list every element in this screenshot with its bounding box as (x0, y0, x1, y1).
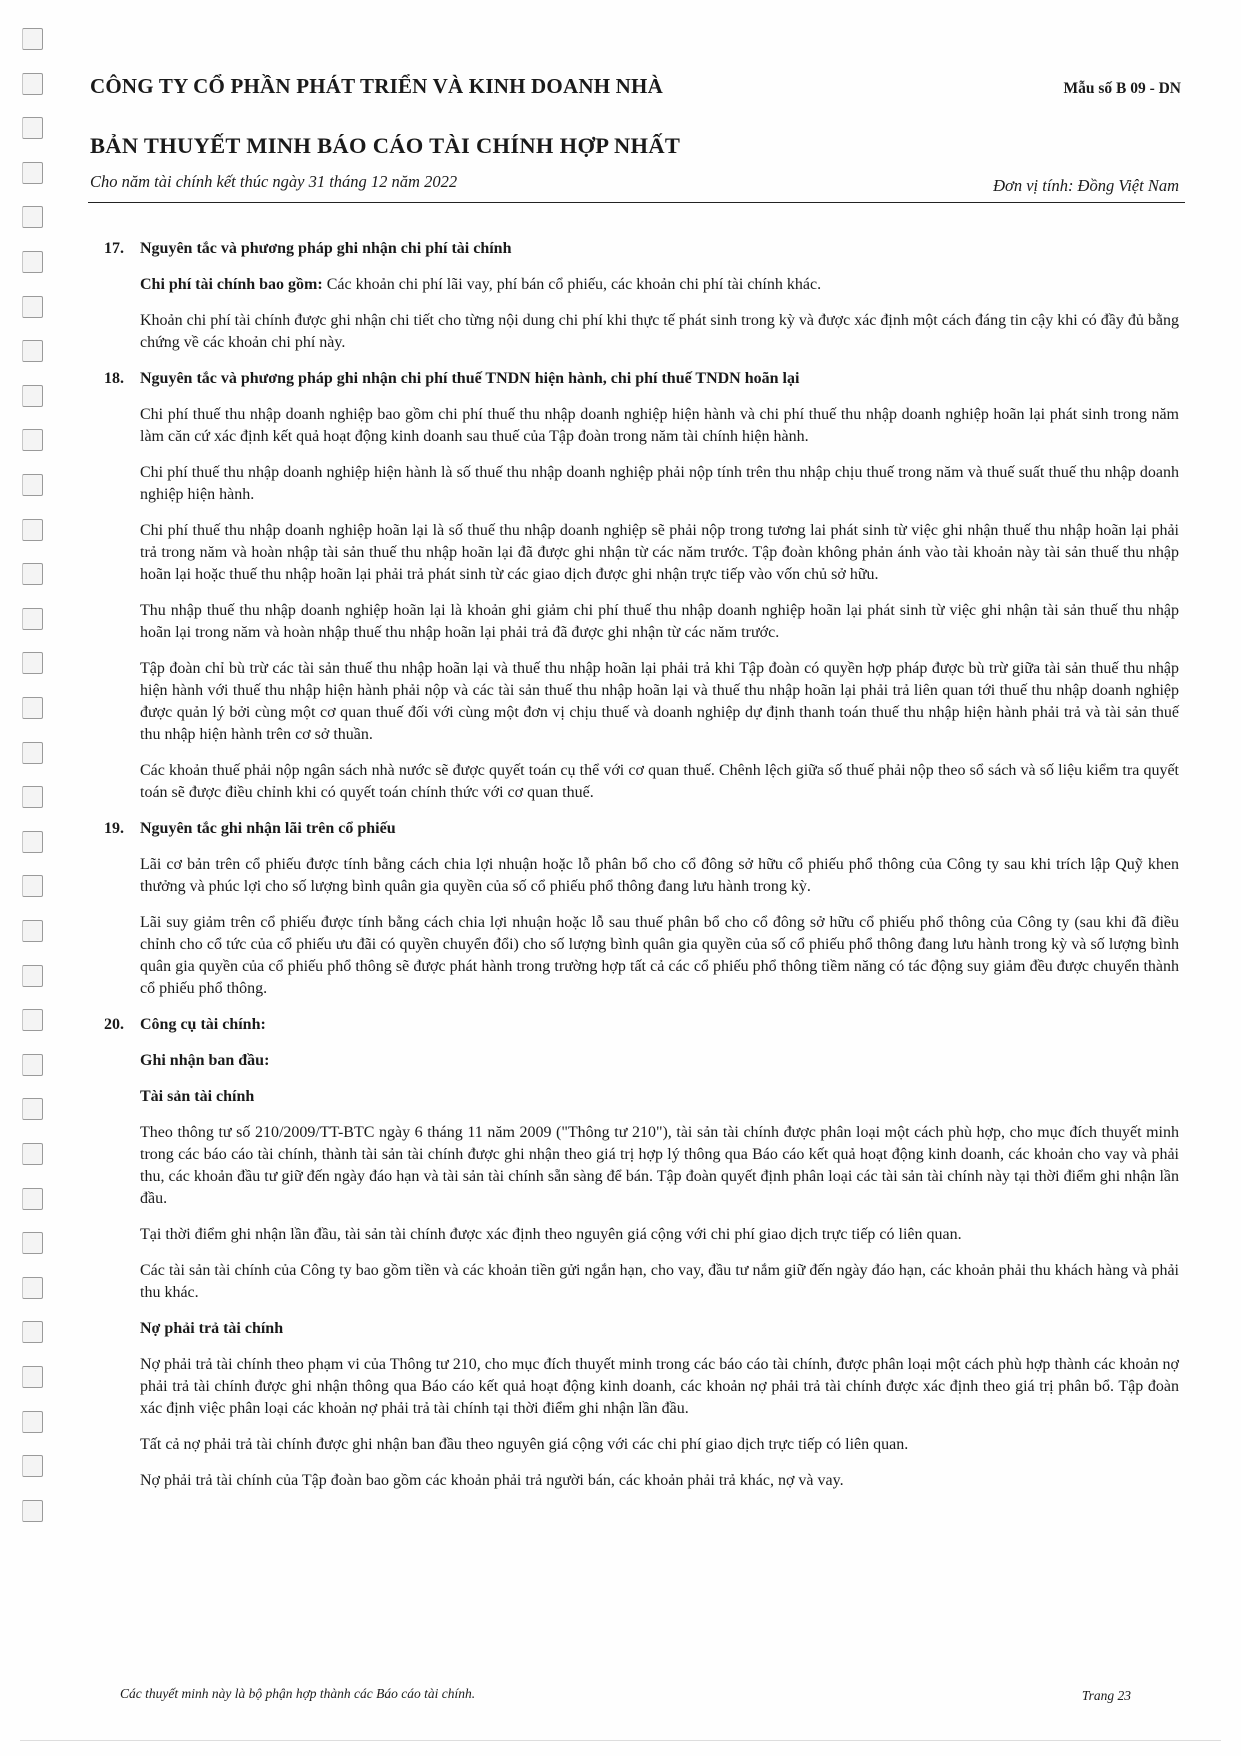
binder-hole (22, 117, 43, 139)
binder-hole (22, 296, 43, 318)
paragraph: Chi phí thuế thu nhập doanh nghiệp hiện hành là số thuế thu nhập doanh nghiệp phải nộp tính trên thu nhập chịu thuế trong năm và thuế suất thuế thu nhập doanh nghiệp hiện hành. (140, 464, 1179, 503)
binder-hole (22, 385, 43, 407)
section-title: Nguyên tắc và phương pháp ghi nhận chi phí tài chính (140, 240, 512, 257)
binder-hole (22, 1009, 43, 1031)
paragraph: Chi phí thuế thu nhập doanh nghiệp hoãn lại là số thuế thu nhập doanh nghiệp sẽ phải nộp trong tương lai phát sinh từ việc ghi nhận thuế thu nhập hoãn lại phải trả trong năm và hoàn nhập tài sản thuế thu nhập hoãn lại đã được ghi nhận từ các năm trước. Tập đoàn không phản ánh vào tài khoản này tài sản thuế thu nhập hoãn lại hoặc thuế thu nhập hoãn lại phải trả phát sinh từ các giao dịch được ghi nhận trực tiếp vào vốn chủ sở hữu. (140, 522, 1179, 583)
section-number: 20. (104, 1016, 124, 1033)
page-number: Trang 23 (1081, 1688, 1131, 1703)
paragraph: Thu nhập thuế thu nhập doanh nghiệp hoãn lại là khoản ghi giảm chi phí thuế thu nhập doanh nghiệp hoãn lại phát sinh từ việc ghi nhận tài sản thuế thu nhập hoãn lại trong năm và hoàn nhập thuế thu nhập hoãn lại phải trả đã được ghi nhận từ các năm trước. (140, 602, 1179, 641)
reporting-period: Cho năm tài chính kết thúc ngày 31 tháng 12 năm 2022 (90, 172, 458, 191)
paragraph (140, 274, 1179, 296)
binder-hole (22, 608, 43, 630)
subheading-financial-assets: Tài sản tài chính (140, 1088, 255, 1105)
binder-hole (22, 1411, 43, 1433)
currency-unit: Đơn vị tính: Đồng Việt Nam (993, 176, 1179, 195)
section-number: 19. (104, 820, 124, 837)
paragraph: Theo thông tư số 210/2009/TT-BTC ngày 6 tháng 11 năm 2009 ("Thông tư 210"), tài sản tài chính được phân loại một cách phù hợp, cho mục đích thuyết minh trong các báo cáo tài chính, thành tài sản tài chính được ghi nhận theo giá trị hợp lý thông qua Báo cáo kết quả hoạt động kinh doanh, các khoản cho vay và phải thu, các khoản đầu tư giữ đến ngày đáo hạn và tài sản tài chính sẵn sàng để bán. Tập đoàn quyết định phân loại các tài sản tài chính này tại thời điểm ghi nhận lần đầu. (140, 1124, 1179, 1207)
binder-hole (22, 875, 43, 897)
company-name: CÔNG TY CỔ PHẦN PHÁT TRIỂN VÀ KINH DOANH NHÀ (90, 74, 663, 98)
binder-hole (22, 786, 43, 808)
paragraph: Khoản chi phí tài chính được ghi nhận chi tiết cho từng nội dung chi phí khi thực tế phát sinh trong kỳ và được xác định một cách đáng tin cậy khi có đầy đủ bằng chứng về các khoản chi phí này. (140, 312, 1179, 351)
document-title: BẢN THUYẾT MINH BÁO CÁO TÀI CHÍNH HỢP NHẤT (90, 133, 681, 158)
binder-hole (22, 1188, 43, 1210)
binder-hole (22, 1143, 43, 1165)
binder-hole (22, 831, 43, 853)
paragraph: Lãi suy giảm trên cổ phiếu được tính bằng cách chia lợi nhuận hoặc lỗ sau thuế phân bổ cho cổ đông sở hữu cổ phiếu phổ thông của Công ty (sau khi đã điều chỉnh cho cổ tức của cổ phiếu ưu đãi có quyền chuyển đổi) cho số lượng bình quân gia quyền của số cổ phiếu phổ thông đang lưu hành trong kỳ và số lượng bình quân gia quyền của cổ phiếu phổ thông sẽ được phát hành trong trường hợp tất cả các cổ phiếu phổ thông tiềm năng có tác động suy giảm đều được chuyển thành cổ phiếu phổ thông. (140, 914, 1179, 997)
header-divider (88, 202, 1185, 203)
binder-hole (22, 965, 43, 987)
binder-hole (22, 1098, 43, 1120)
binder-hole (22, 697, 43, 719)
binder-hole (22, 652, 43, 674)
binder-hole (22, 563, 43, 585)
binder-hole (22, 73, 43, 95)
binder-hole (22, 429, 43, 451)
binder-hole (22, 1321, 43, 1343)
binder-hole (22, 1277, 43, 1299)
section-18-heading (104, 368, 1179, 390)
section-number: 17. (104, 240, 124, 257)
paragraph: Chi phí thuế thu nhập doanh nghiệp bao gồm chi phí thuế thu nhập doanh nghiệp hiện hành và chi phí thuế thu nhập doanh nghiệp hoãn lại phát sinh trong năm làm căn cứ xác định kết quả hoạt động kinh doanh sau thuế của Tập đoàn trong năm tài chính hiện hành. (140, 406, 1179, 445)
section-20-heading (104, 1014, 1179, 1036)
binder-hole (22, 742, 43, 764)
paragraph: Các khoản thuế phải nộp ngân sách nhà nước sẽ được quyết toán cụ thể với cơ quan thuế. Chênh lệch giữa số thuế phải nộp theo sổ sách và số liệu kiểm tra quyết toán sẽ được điều chỉnh khi có quyết toán chính thức với cơ quan thuế. (140, 762, 1179, 801)
footer-note: Các thuyết minh này là bộ phận hợp thành các Báo cáo tài chính. (120, 1686, 476, 1701)
binder-hole (22, 519, 43, 541)
binder-hole (22, 1455, 43, 1477)
section-title: Nguyên tắc và phương pháp ghi nhận chi phí thuế TNDN hiện hành, chi phí thuế TNDN hoãn lại (140, 370, 800, 387)
binder-hole (22, 28, 43, 50)
binder-hole (22, 1054, 43, 1076)
subheading-financial-liabilities: Nợ phải trả tài chính (140, 1320, 284, 1337)
binder-hole (22, 474, 43, 496)
paragraph: Tập đoàn chỉ bù trừ các tài sản thuế thu nhập hoãn lại và thuế thu nhập hoãn lại phải trả khi Tập đoàn có quyền hợp pháp được bù trừ giữa tài sản thuế thu nhập hiện hành với thuế thu nhập hiện hành phải nộp và các tài sản thuế thu nhập hoãn lại và thuế thu nhập hoãn lại phải trả liên quan tới thuế thu nhập doanh nghiệp được quản lý bởi cùng một cơ quan thuế đối với cùng một đơn vị chịu thuế và doanh nghiệp dự định thanh toán thuế thu nhập hiện hành phải trả và tài sản thuế thu nhập hiện hành trên cơ sở thuần. (140, 660, 1179, 743)
section-number: 18. (104, 370, 124, 387)
paragraph: Lãi cơ bản trên cổ phiếu được tính bằng cách chia lợi nhuận hoặc lỗ phân bổ cho cổ đông sở hữu cổ phiếu phổ thông của Công ty sau khi trích lập Quỹ khen thưởng và phúc lợi cho số lượng bình quân gia quyền của số cổ phiếu phổ thông đang lưu hành trong kỳ. (140, 856, 1179, 895)
paragraph-text: Các khoản chi phí lãi vay, phí bán cổ phiếu, các khoản chi phí tài chính khác. (322, 276, 822, 293)
binder-hole (22, 1366, 43, 1388)
binder-hole (22, 920, 43, 942)
section-title: Nguyên tắc ghi nhận lãi trên cổ phiếu (140, 820, 396, 837)
paragraph: Các tài sản tài chính của Công ty bao gồm tiền và các khoản tiền gửi ngắn hạn, cho vay, đầu tư nắm giữ đến ngày đáo hạn, các khoản phải thu khách hàng và phải thu khác. (140, 1262, 1179, 1301)
notes-body (104, 238, 1179, 1506)
form-code: Mẫu số B 09 - DN (1063, 80, 1181, 97)
binder-hole (22, 340, 43, 362)
subheading-initial-recognition: Ghi nhận ban đầu: (140, 1052, 270, 1069)
section-17-heading (104, 238, 1179, 260)
binder-hole (22, 162, 43, 184)
binder-hole (22, 1232, 43, 1254)
paragraph: Tại thời điểm ghi nhận lần đầu, tài sản tài chính được xác định theo nguyên giá cộng với chi phí giao dịch trực tiếp có liên quan. (140, 1226, 962, 1243)
binder-hole (22, 1500, 43, 1522)
paragraph-lead: Chi phí tài chính bao gồm: (140, 276, 323, 293)
binder-hole (22, 251, 43, 273)
page-bottom-edge (20, 1740, 1221, 1741)
paragraph: Nợ phải trả tài chính theo phạm vi của Thông tư 210, cho mục đích thuyết minh trong các báo cáo tài chính, được phân loại một cách phù hợp thành các khoản nợ phải trả tài chính được ghi nhận thông qua Báo cáo kết quả hoạt động kinh doanh, các khoản nợ phải trả tài chính được xác định theo giá trị phân bổ. Tập đoàn xác định việc phân loại các khoản nợ phải trả tài chính tại thời điểm ghi nhận lần đầu. (140, 1356, 1179, 1417)
paragraph: Nợ phải trả tài chính của Tập đoàn bao gồm các khoản phải trả người bán, các khoản phải trả khác, nợ và vay. (140, 1472, 844, 1489)
section-19-heading (104, 818, 1179, 840)
paragraph: Tất cả nợ phải trả tài chính được ghi nhận ban đầu theo nguyên giá cộng với các chi phí giao dịch trực tiếp có liên quan. (140, 1436, 909, 1453)
binder-hole (22, 206, 43, 228)
section-title: Công cụ tài chính: (140, 1016, 266, 1033)
